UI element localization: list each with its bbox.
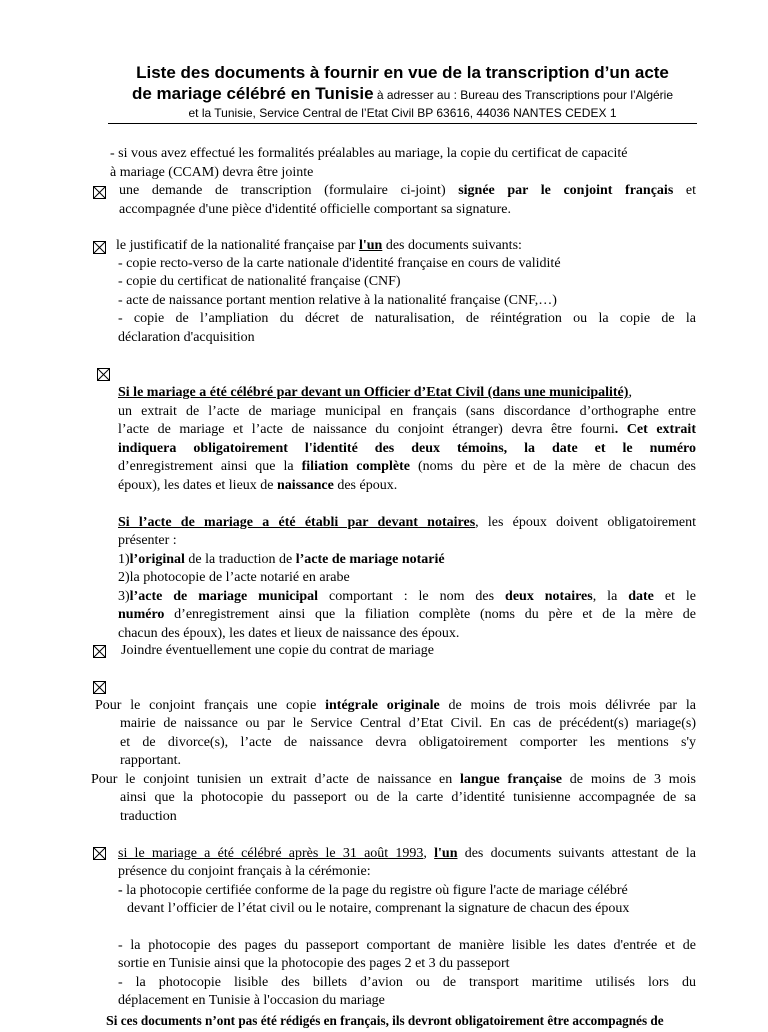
municipal-line-5: époux), les dates et lieux de naissance des époux. [118, 478, 398, 493]
notaire-item-3-cont: numéro d’enregistrement ainsi que la filiation complète (noms du père et de la mère de [118, 607, 696, 622]
naissance-line-4: rapportant. [120, 753, 182, 768]
nationalite-item-2: - copie du certificat de nationalité française (CNF) [118, 274, 401, 289]
naissance-line-7: traduction [120, 809, 177, 824]
checkbox-demande[interactable] [93, 186, 106, 199]
naissance-line-5: Pour le conjoint tunisien un extrait d’acte de naissance en langue française de moins de 3 mois [91, 772, 696, 787]
municipal-title: Si le mariage a été célébré par devant un Officier d’Etat Civil (dans une municipalité), [118, 385, 632, 400]
presence-item-2-cont: sortie en Tunisie ainsi que la photocopie des pages 2 et 3 du passeport [118, 956, 510, 971]
nationalite-item-1: - copie recto-verso de la carte nationale d'identité française en cours de validité [118, 256, 561, 271]
notaire-item-1: 1)l’original de la traduction de l’acte de mariage notarié [118, 552, 445, 567]
title-line-2: de mariage célébré en Tunisie à adresser au : Bureau des Transcriptions pour l’Algérie [131, 84, 674, 103]
municipal-line-1: un extrait de l’acte de mariage municipal en français (sans discordance d’orthographe entre [118, 404, 696, 419]
notaire-title: Si l’acte de mariage a été établi par devant notaires, les époux doivent obligatoirement [118, 515, 696, 530]
checkbox-municipal[interactable] [97, 368, 110, 381]
document-header [108, 62, 697, 124]
demande-line-2: accompagnée d'une pièce d'identité officielle comportant sa signature. [119, 202, 511, 217]
municipal-line-4: d’enregistrement ainsi que la filiation complète (noms du père et de la mère de chacun des [118, 459, 697, 474]
naissance-line-3: et de divorce(s), l’acte de naissance devra obligatoirement comporter les mentions s'y [120, 735, 696, 750]
title-line-3: et la Tunisie, Service Central de l’Etat Civil BP 63616, 44036 NANTES CEDEX 1 [188, 106, 617, 120]
checkbox-contrat[interactable] [93, 645, 106, 658]
presence-item-3-cont: déplacement en Tunisie à l'occasion du mariage [118, 993, 385, 1008]
notaire-line-2: présenter : [118, 533, 177, 548]
ccam-line-2: à mariage (CCAM) devra être jointe [110, 165, 314, 180]
naissance-line-6: ainsi que la photocopie du passeport ou de la carte d’identité tunisienne accompagnée de sa [120, 790, 696, 805]
presence-item-3: - la photocopie lisible des billets d’avion ou de transport maritime utilisés lors du [118, 975, 696, 990]
checkbox-presence[interactable] [93, 847, 106, 860]
municipal-line-2: l’acte de mariage et l’acte de naissance du conjoint étranger) devra être fourni. Cet extrait [118, 422, 696, 437]
checkbox-nationalite[interactable] [93, 241, 106, 254]
presence-line-2: présence du conjoint français à la cérémonie: [118, 864, 371, 879]
nationalite-item-4-cont: déclaration d'acquisition [118, 330, 255, 345]
presence-item-2: - la photocopie des pages du passeport comportant de manière lisible les dates d'entrée et de [118, 938, 696, 953]
notaire-item-3: 3)l’acte de mariage municipal comportant : le nom des deux notaires, la date et le [118, 589, 697, 604]
notaire-item-2: 2)la photocopie de l’acte notarié en arabe [118, 570, 350, 585]
title-line-1: Liste des documents à fournir en vue de la transcription d’un acte [136, 63, 669, 82]
municipal-line-3: indiquera obligatoirement l'identité des deux témoins, la date et le numéro [118, 441, 696, 456]
nationalite-item-4: - copie de l’ampliation du décret de naturalisation, de réintégration ou la copie de la [118, 311, 696, 326]
nationalite-item-3: - acte de naissance portant mention relative à la nationalité française (CNF,…) [118, 293, 557, 308]
presence-line-1: si le mariage a été célébré après le 31 août 1993, l'un des documents suivants attestant de la [118, 846, 696, 861]
naissance-line-2: mairie de naissance ou par le Service Central d’Etat Civil. En cas de précédent(s) mariage(s) [120, 716, 696, 731]
footer-note: Si ces documents n’ont pas été rédigés en français, ils devront obligatoirement être accompagnés de [106, 1013, 664, 1029]
contrat-line: Joindre éventuellement une copie du contrat de mariage [121, 643, 434, 658]
notaire-item-3-end: chacun des époux), les dates et lieux de naissance des époux. [118, 626, 460, 641]
nationalite-intro: le justificatif de la nationalité française par l'un des documents suivants: [116, 238, 522, 253]
ccam-line-1: - si vous avez effectué les formalités préalables au mariage, la copie du certificat de capacité [110, 146, 628, 161]
presence-item-1: - la photocopie certifiée conforme de la page du registre où figure l'acte de mariage célébré [118, 883, 628, 898]
demande-line-1: une demande de transcription (formulaire ci-joint) signée par le conjoint français et [119, 183, 696, 198]
presence-item-1-cont: devant l’officier de l’état civil ou le notaire, comprenant la signature de chacun des époux [127, 901, 630, 916]
checkbox-naissance[interactable] [93, 681, 106, 694]
naissance-line-1: Pour le conjoint français une copie intégrale originale de moins de trois mois délivrée par la [95, 698, 696, 713]
